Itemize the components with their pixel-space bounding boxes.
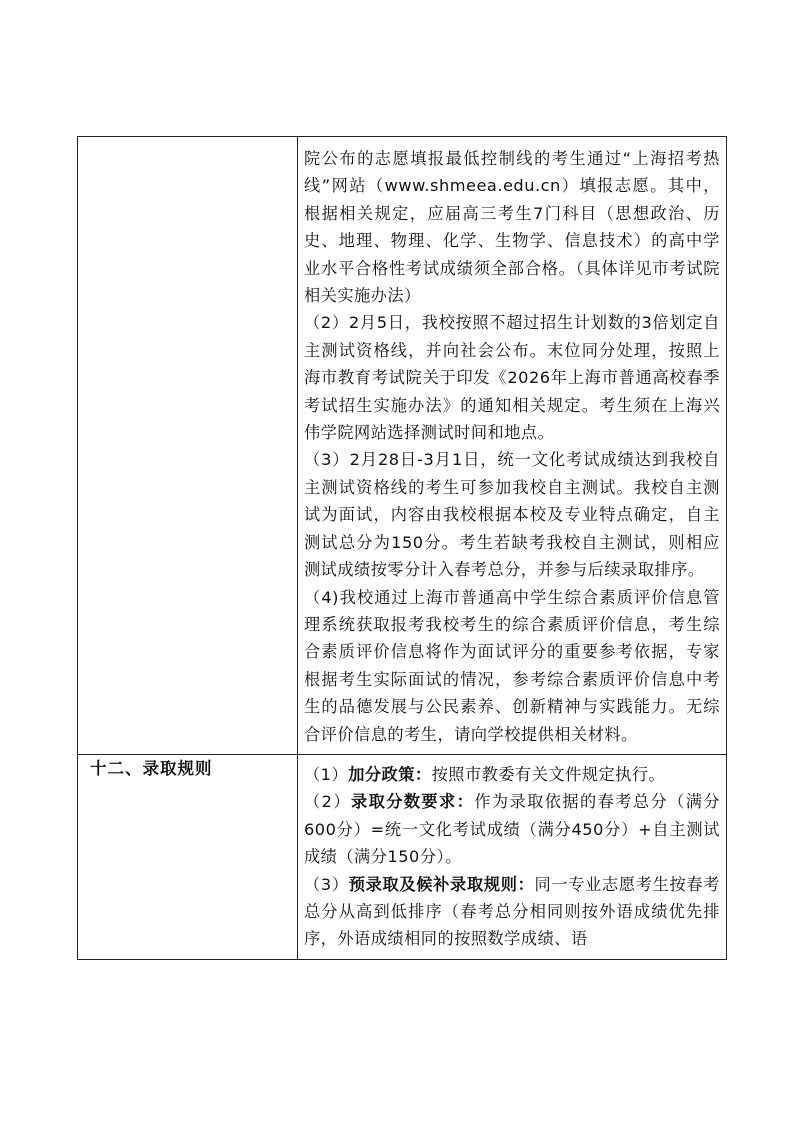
rule-number: （2） xyxy=(304,792,351,812)
rule-number: （1） xyxy=(304,764,349,784)
rule-number: （3） xyxy=(304,874,349,894)
rule-title: 加分政策： xyxy=(348,764,432,784)
rule-text: 作为录取依据的春考总分（满分600分）=统一文化考试成绩（满分450分）+自主测试成绩（满分150分）。 xyxy=(304,792,721,867)
row-label-cell xyxy=(78,754,298,959)
rule-title: 预录取及候补录取规则： xyxy=(348,874,535,894)
row-label-cell-empty xyxy=(78,137,298,755)
rule-title: 录取分数要求： xyxy=(350,792,475,812)
table-row-admission-rules xyxy=(78,754,727,959)
rule-text: 按照市教委有关文件规定执行。 xyxy=(431,764,666,784)
paragraph-item-3: （3）2月28日-3月1日，统一文化考试成绩达到我校自主测试资格线的考生可参加我校自主测试。我校自主测试为面试，内容由我校根据本校及专业特点确定，自主测试总分为150分。考生若缺考我校自主测试，则相应测试成绩按零分计入春考总分，并参与后续录取排序。 xyxy=(304,450,720,580)
rule-item-2 xyxy=(304,788,720,870)
rule-item-3 xyxy=(304,871,720,953)
section-title: 十二、录取规则 xyxy=(90,758,213,778)
rule-text: 同一专业志愿考生按春考总分从高到低排序（春考总分相同则按外语成绩优先排序，外语成绩相同的按照数学成绩、语 xyxy=(304,874,720,949)
paragraph-item-4: （4)我校通过上海市普通高中学生综合素质评价信息管理系统获取报考我校考生的综合素质评价信息，考生综合素质评价信息将作为面试评分的重要参考依据，专家根据考生实际面试的情况，参考综合素质评价信息中考生的品德发展与公民素养、创新精神与实践能力。无综合评价信息的考生，请向学校提供相关材料。 xyxy=(304,587,720,744)
row-content-cell xyxy=(298,137,727,755)
rule-item-1 xyxy=(304,761,720,788)
admission-rules-table xyxy=(77,136,727,960)
table-row-continued xyxy=(78,137,727,755)
paragraph-continued: 院公布的志愿填报最低控制线的考生通过“上海招考热线”网站（www.shmeea.edu.cn）填报志愿。其中，根据相关规定，应届高三考生7门科目（思想政治、历史、地理、物理、化学、生物学、信息技术）的高中学业水平合格性考试成绩须全部合格。（具体详见市考试院相关实施办法） xyxy=(304,149,720,306)
paragraph-item-2: （2）2月5日，我校按照不超过招生计划数的3倍划定自主测试资格线，并向社会公布。末位同分处理，按照上海市教育考试院关于印发《2026年上海市普通高校春季考试招生实施办法》的通知相关规定。考生须在上海兴伟学院网站选择测试时间和地点。 xyxy=(304,313,720,443)
row-content-cell xyxy=(298,754,727,959)
